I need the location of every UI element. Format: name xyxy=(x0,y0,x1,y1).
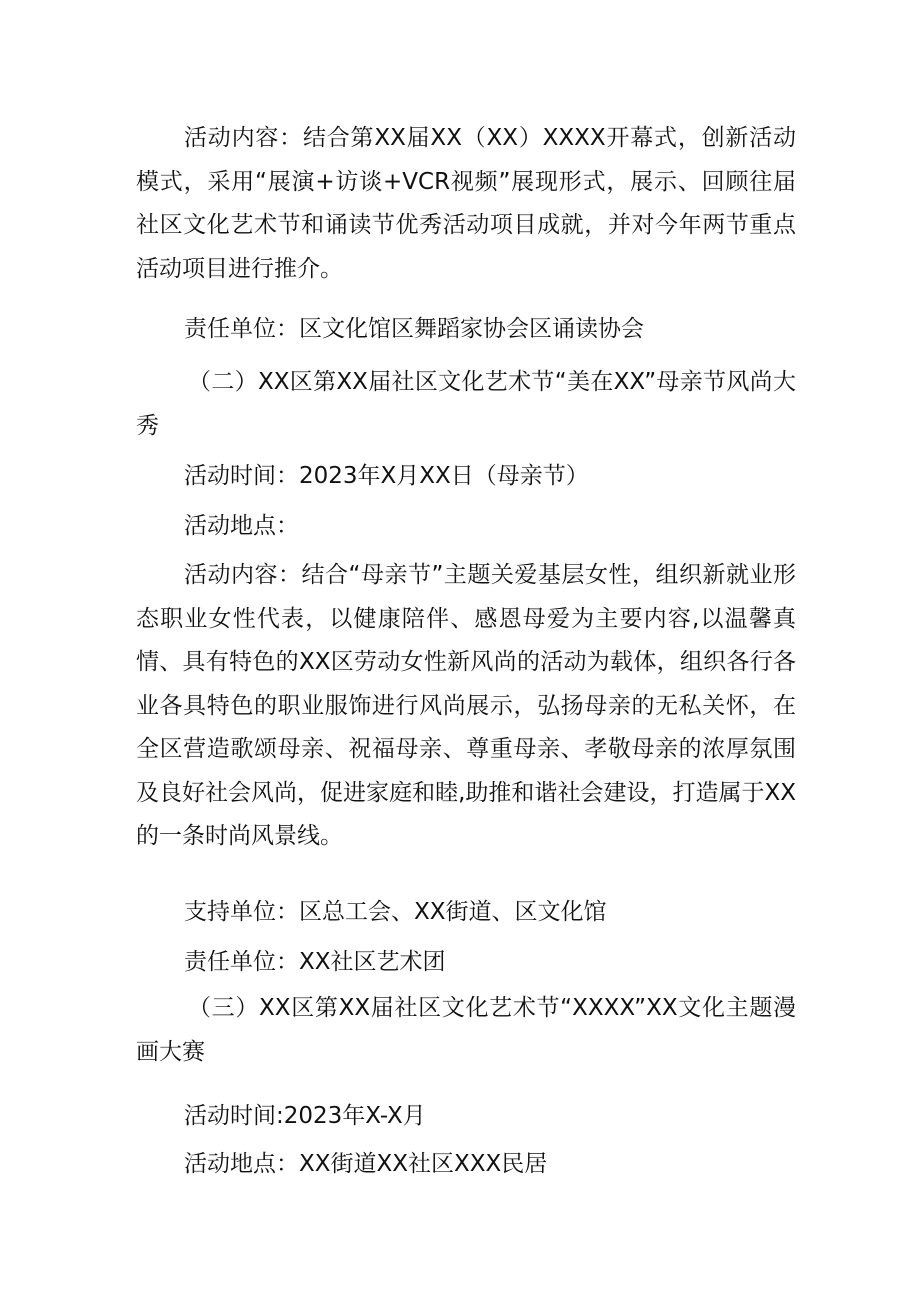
paragraph-activity-content-1: 活动内容：结合第XX届XX（XX）XXXX开幕式，创新活动模式，采用“展演+访谈+VCR视频”展现形式，展示、回顾往届社区文化艺术节和诵读节优秀活动项目成就，并对今年两节重点活动项目进行推介。 xyxy=(136,125,796,282)
paragraph-activity-location-2: 活动地点： xyxy=(184,513,299,539)
paragraph-activity-content-2: 活动内容：结合“母亲节”主题关爱基层女性，组织新就业形态职业女性代表，以健康陪伴、感恩母爱为主要内容,以温馨真情、具有特色的XX区劳动女性新风尚的活动为载体，组织各行各业各具特色的职业服饰进行风尚展示，弘扬母亲的无私关怀，在全区营造歌颂母亲、祝福母亲、尊重母亲、孝敬母亲的浓厚氛围及良好社会风尚，促进家庭和睦,助推和谐社会建设，打造属于XX的一条时尚风景线。 xyxy=(136,562,796,849)
paragraph-support-unit-2: 支持单位：区总工会、XX街道、区文化馆 xyxy=(184,899,607,925)
paragraph-responsible-unit-2: 责任单位：XX社区艺术团 xyxy=(184,949,446,975)
paragraph-activity-location-3: 活动地点：XX街道XX社区XXX民居 xyxy=(184,1151,548,1177)
section-heading-2: （二）XX区第XX届社区文化艺术节“美在XX”母亲节风尚大秀 xyxy=(136,369,796,439)
paragraph-activity-time-2: 活动时间：2023年X月XX日（母亲节） xyxy=(184,463,589,489)
paragraph-responsible-unit-1: 责任单位：区文化馆区舞蹈家协会区诵读协会 xyxy=(184,316,644,342)
section-heading-3: （三）XX区第XX届社区文化艺术节“XXXX”XX文化主题漫画大赛 xyxy=(136,995,796,1065)
paragraph-activity-time-3: 活动时间:2023年X-X月 xyxy=(184,1103,426,1129)
